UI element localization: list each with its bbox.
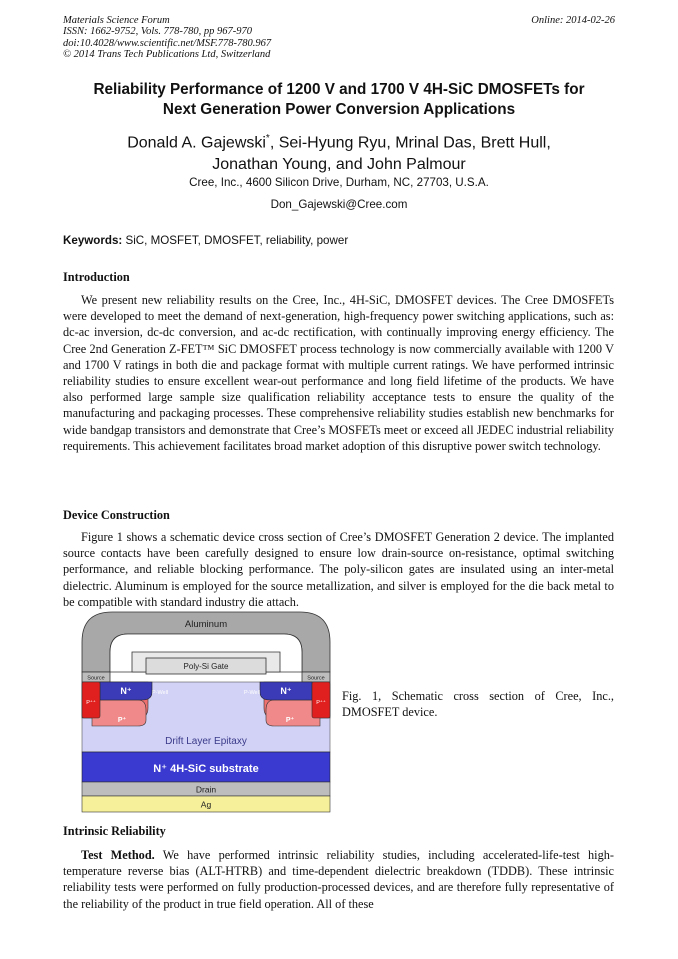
label-drain: Drain: [195, 784, 217, 795]
keywords-label: Keywords:: [63, 234, 123, 247]
label-p-plus-left: P⁺: [117, 717, 127, 724]
keywords-text: SiC, MOSFET, DMOSFET, reliability, power: [122, 234, 349, 247]
introduction-paragraph: We present new reliability results on the Cree, Inc., 4H-SiC, DMOSFET devices. The Cree DMOSFETs were developed to meet the demand of next-generation, high-frequency power switching applications, such as: dc-ac inversion, dc-dc conversion, and ac-dc rectification, with continually improving energy efficiency. The Cree 2nd Generation Z-FET™ SiC DMOSFET process technology is now commercially available with 1200 V and 1700 V ratings in both die and package format with multiple current ratings. We have performed intrinsic reliability studies to ensure excellent wear-out performance and long field lifetime of the products. We have also performed large sample size qualification reliability acceptance tests to ensure the quality of the manufacturing and packaging processes. These comprehensive reliability studies establish new benchmarks for wide bandgap transistors and demonstrate that Cree’s MOSFETs meet or exceed all JEDEC industrial reliability requirements. This achievement facilitates broad market adoption of this disruptive power switch technology.: [63, 293, 615, 453]
journal-name: Materials Science Forum: [63, 15, 170, 26]
paper-title: [40, 80, 638, 120]
issn-line: ISSN: 1662-9752, Vols. 778-780, pp 967-970: [63, 26, 252, 38]
affiliation: Cree, Inc., 4600 Silicon Drive, Durham, NC, 27703, U.S.A.: [189, 176, 489, 189]
label-n-plus-left: N⁺: [120, 686, 132, 696]
label-substrate: N⁺ 4H-SiC substrate: [153, 763, 259, 775]
doi-line: doi:10.4028/www.scientific.net/MSF.778-780.967: [63, 37, 272, 49]
section-heading-intrinsic-reliability: Intrinsic Reliability: [63, 824, 166, 838]
test-method-label: Test Method.: [81, 848, 155, 862]
label-source-right: Source: [307, 675, 325, 682]
title-line-2: Next Generation Power Conversion Applications: [162, 101, 516, 118]
author-line-1-rest: , Sei-Hyung Ryu, Mrinal Das, Brett Hull,: [269, 134, 551, 152]
journal-header: [63, 15, 271, 60]
label-drift: Drift Layer Epitaxy: [165, 736, 247, 747]
test-method-paragraph: [63, 847, 614, 912]
test-method-text: We have performed intrinsic reliability studies, including accelerated-life-test high-temperature reverse bias (ALT-HTRB) and time-dependent dielectric breakdown (TDDB). These intrinsic reliability tests were performed on fully production-processed devices, and are therefore fully representative of the reliability of the product in true field operation. All of these: [63, 848, 614, 911]
copyright-line: © 2014 Trans Tech Publications Ltd, Switzerland: [63, 48, 271, 60]
online-date: Online: 2014-02-26: [531, 15, 615, 26]
label-p-plus-plus-right: P⁺⁺: [316, 700, 326, 706]
corresponding-mark: *: [265, 133, 270, 144]
label-p-plus-plus-left: P⁺⁺: [86, 700, 96, 706]
label-p-well-left: P-Well: [151, 690, 169, 696]
section-heading-introduction: Introduction: [63, 270, 130, 284]
label-ag: Ag: [200, 799, 212, 810]
author-email: Don_Gajewski@Cree.com: [270, 198, 408, 211]
device-cross-section-figure: [80, 608, 332, 814]
label-p-plus-right: P⁺: [285, 717, 295, 724]
section-heading-device-construction: Device Construction: [63, 508, 170, 522]
label-poly-gate: Poly-Si Gate: [183, 662, 229, 671]
label-n-plus-right: N⁺: [280, 686, 292, 696]
figure-caption: Fig. 1, Schematic cross section of Cree, Inc., DMOSFET device.: [342, 689, 614, 720]
label-source-left: Source: [87, 675, 105, 682]
author-line-2: Jonathan Young, and John Palmour: [212, 156, 466, 174]
author-list: [40, 128, 638, 176]
label-p-well-right: P-Well: [243, 690, 261, 696]
keywords: [63, 234, 348, 247]
title-line-1: Reliability Performance of 1200 V and 1700 V 4H-SiC DMOSFETs for: [93, 81, 585, 98]
author-line-1: [40, 128, 638, 154]
device-construction-paragraph: Figure 1 shows a schematic device cross section of Cree’s DMOSFET Generation 2 device. The implanted source contacts have been carefully designed to ensure low drain-source on-resistance, optimal switching performance, and reliable blocking performance. The poly-silicon gates are insulated using an inter-metal dielectric. Aluminum is employed for the source metallization, and silver is employed for the die back metal to be compatible with standard industry die attach.: [63, 530, 614, 609]
corresponding-author: Donald A. Gajewski: [127, 134, 266, 152]
label-aluminum: Aluminum: [184, 619, 228, 630]
